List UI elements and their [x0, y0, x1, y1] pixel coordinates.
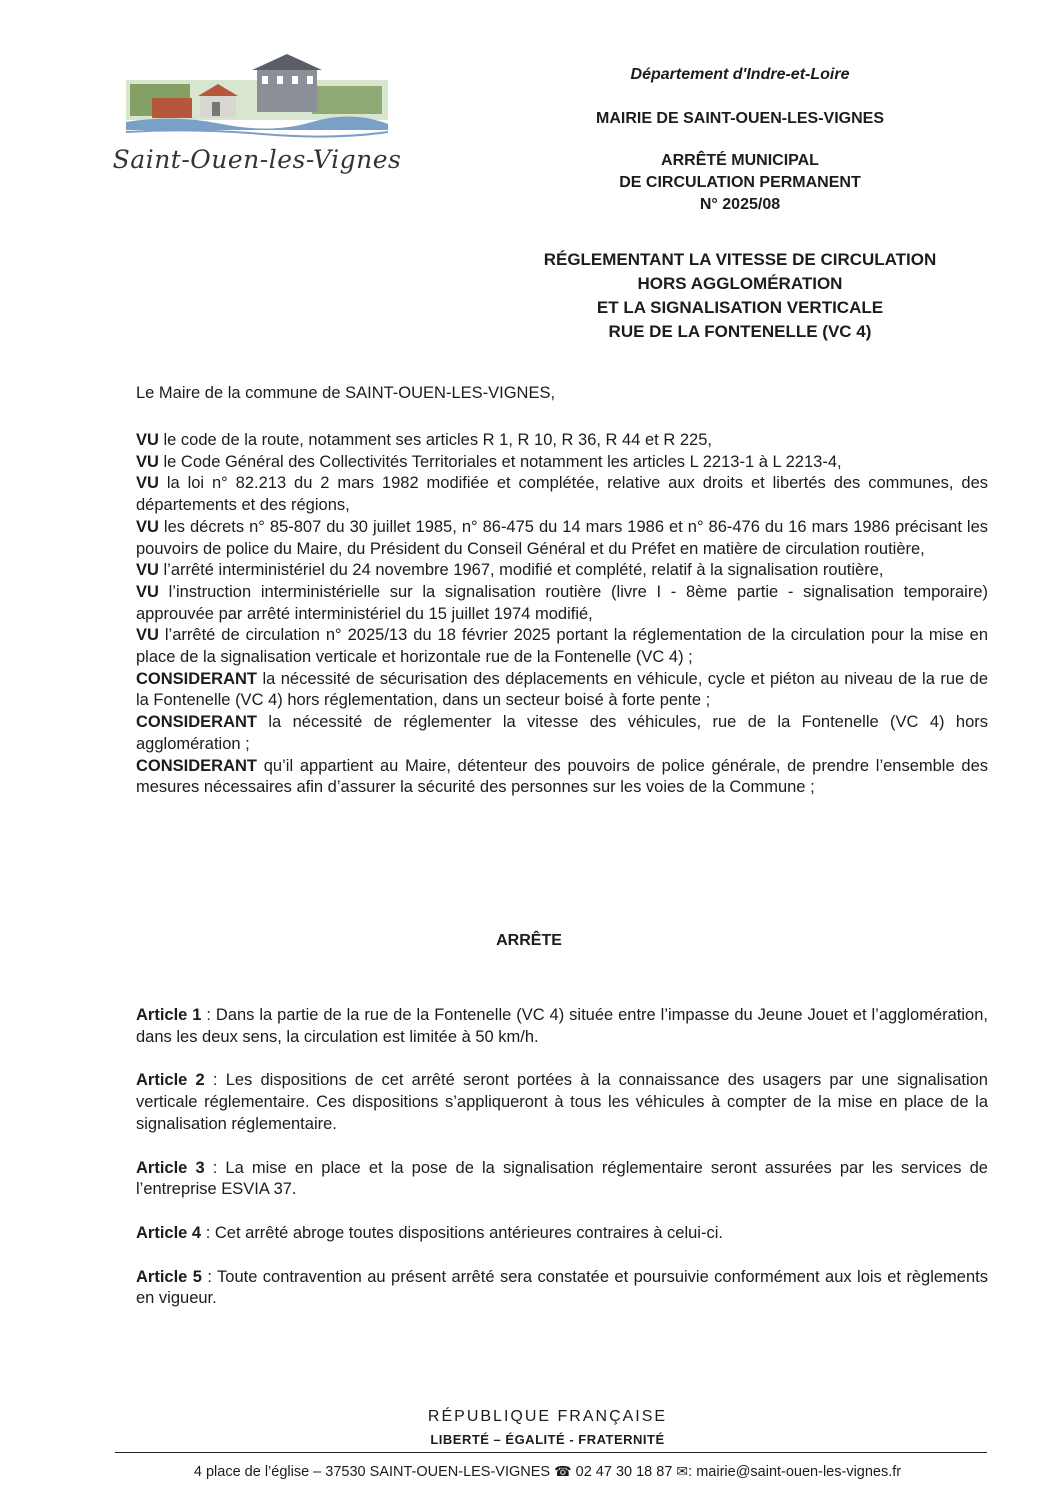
visa-item	[136, 712, 988, 755]
footer-motto: LIBERTÉ – ÉGALITÉ - FRATERNITÉ	[430, 1432, 665, 1447]
visa-text: la nécessité de réglementer la vitesse des véhicules, rue de la Fontenelle (VC 4) hors agglomération ;	[136, 713, 988, 753]
email-icon: ✉	[676, 1463, 689, 1479]
visa-keyword: CONSIDERANT	[136, 669, 258, 688]
visas-list	[136, 430, 988, 799]
articles-list	[136, 1005, 988, 1332]
mairie-name: MAIRIE DE SAINT-OUEN-LES-VIGNES	[595, 110, 885, 127]
footer-phone: 02 47 30 18 87	[575, 1464, 673, 1480]
subject-line2: HORS AGGLOMÉRATION	[637, 274, 843, 293]
article-item	[136, 1267, 988, 1310]
telephone-icon: ☎	[554, 1463, 572, 1479]
visa-keyword: VU	[136, 582, 159, 601]
arrete-subject	[520, 248, 960, 344]
footer-divider	[115, 1452, 987, 1453]
visa-item	[136, 625, 988, 668]
visa-item	[136, 517, 988, 560]
visa-item	[136, 756, 988, 799]
arrete-title-line1: ARRÊTÉ MUNICIPAL	[661, 152, 819, 169]
footer-address: 4 place de l’église – 37530 SAINT-OUEN-LES-VIGNES	[193, 1464, 551, 1480]
chateau-illustration	[112, 50, 402, 145]
article-label: Article 3	[136, 1158, 205, 1177]
visa-keyword: CONSIDERANT	[136, 713, 258, 732]
intro-text: Le Maire de la commune de SAINT-OUEN-LES-VIGNES,	[136, 384, 556, 402]
article-label: Article 1	[136, 1006, 202, 1024]
subject-line3: ET LA SIGNALISATION VERTICALE	[596, 298, 884, 317]
visa-keyword: VU	[136, 431, 159, 449]
article-label: Article 5	[136, 1267, 202, 1286]
arrete-title	[520, 150, 960, 216]
article-item	[136, 1223, 988, 1245]
visa-keyword: CONSIDERANT	[136, 756, 258, 775]
footer-email: : mairie@saint-ouen-les-vignes.fr	[688, 1464, 902, 1480]
subject-line4: RUE DE LA FONTENELLE (VC 4)	[608, 322, 872, 341]
visa-text: le Code Général des Collectivités Territoriales et notamment les articles L 2213-1 à L 2213-4,	[158, 452, 842, 471]
article-label: Article 2	[136, 1071, 205, 1090]
article-label: Article 4	[136, 1223, 202, 1242]
visa-item	[136, 582, 988, 625]
arrete-heading: ARRÊTE	[496, 932, 562, 949]
visa-text: les décrets n° 85-807 du 30 juillet 1985, n° 86-475 du 14 mars 1986 et n° 86-476 du 16 mars 1986 précisant les pouvoirs de police du Maire, du Président du Conseil Général et du Préfet en matière de circulation routière,	[136, 517, 988, 558]
footer-republic: RÉPUBLIQUE FRANÇAISE	[427, 1408, 668, 1425]
visa-item	[136, 560, 988, 582]
article-item	[136, 1005, 988, 1048]
visa-item	[136, 473, 988, 516]
article-text: : Dans la partie de la rue de la Fontenelle (VC 4) située entre l’impasse du Jeune Jouet et l’agglomération, dans les deux sens, la circulation est limitée à 50 km/h.	[136, 1006, 988, 1046]
visa-text: la loi n° 82.213 du 2 mars 1982 modifiée et complétée, relative aux droits et libertés des communes, des départements et des régions,	[136, 474, 988, 515]
visa-text: la nécessité de sécurisation des déplacements en véhicule, cycle et piéton au niveau de la rue de la Fontenelle (VC 4) hors réglementation, dans un secteur boisé à forte pente ;	[136, 669, 988, 710]
visa-item	[136, 452, 988, 474]
arrete-number: N° 2025/08	[699, 196, 781, 213]
visa-item	[136, 430, 988, 452]
town-signature: Saint-Ouen-les-Vignes	[112, 145, 402, 174]
visa-text: l’arrêté de circulation n° 2025/13 du 18 février 2025 portant la réglementation de la circulation pour la mise en place de la signalisation verticale et horizontale rue de la Fontenelle (VC 4) ;	[136, 626, 988, 667]
subject-line1: RÉGLEMENTANT LA VITESSE DE CIRCULATION	[543, 250, 937, 269]
visa-text: qu’il appartient au Maire, détenteur des pouvoirs de police générale, de prendre l’ensemble des mesures nécessaires afin d’assurer la sécurité des personnes sur les voies de la Commune ;	[136, 756, 988, 797]
town-logo	[112, 50, 402, 190]
visa-keyword: VU	[136, 517, 159, 536]
visa-text: l’instruction interministérielle sur la signalisation routière (livre I - 8ème partie - signalisation temporaire) approuvée par arrêté interministériel du 15 juillet 1974 modifié,	[136, 582, 988, 623]
visa-keyword: VU	[136, 474, 159, 493]
department-name: Département d'Indre-et-Loire	[630, 66, 850, 83]
footer-contact	[0, 1463, 1058, 1480]
visa-text: l’arrêté interministériel du 24 novembre 1967, modifié et complété, relatif à la signalisation routière,	[158, 561, 884, 580]
article-item	[136, 1158, 988, 1201]
visa-keyword: VU	[136, 626, 159, 645]
visa-text: le code de la route, notamment ses articles R 1, R 10, R 36, R 44 et R 225,	[158, 431, 712, 449]
article-item	[136, 1070, 988, 1135]
article-text: : Toute contravention au présent arrêté sera constatée et poursuivie conformément aux lois et règlements en vigueur.	[136, 1267, 988, 1308]
article-text: : Les dispositions de cet arrêté seront portées à la connaissance des usagers par une signalisation verticale réglementaire. Ces dispositions s’appliqueront à tous les véhicules à compter de la mise en place de la signalisation réglementaire.	[136, 1071, 988, 1133]
visa-keyword: VU	[136, 452, 159, 471]
article-text: : Cet arrêté abroge toutes dispositions antérieures contraires à celui-ci.	[201, 1223, 723, 1242]
article-text: : La mise en place et la pose de la signalisation réglementaire seront assurées par les services de l’entreprise ESVIA 37.	[136, 1158, 988, 1199]
visa-item	[136, 669, 988, 712]
visa-keyword: VU	[136, 561, 159, 580]
arrete-title-line2: DE CIRCULATION PERMANENT	[619, 174, 861, 191]
